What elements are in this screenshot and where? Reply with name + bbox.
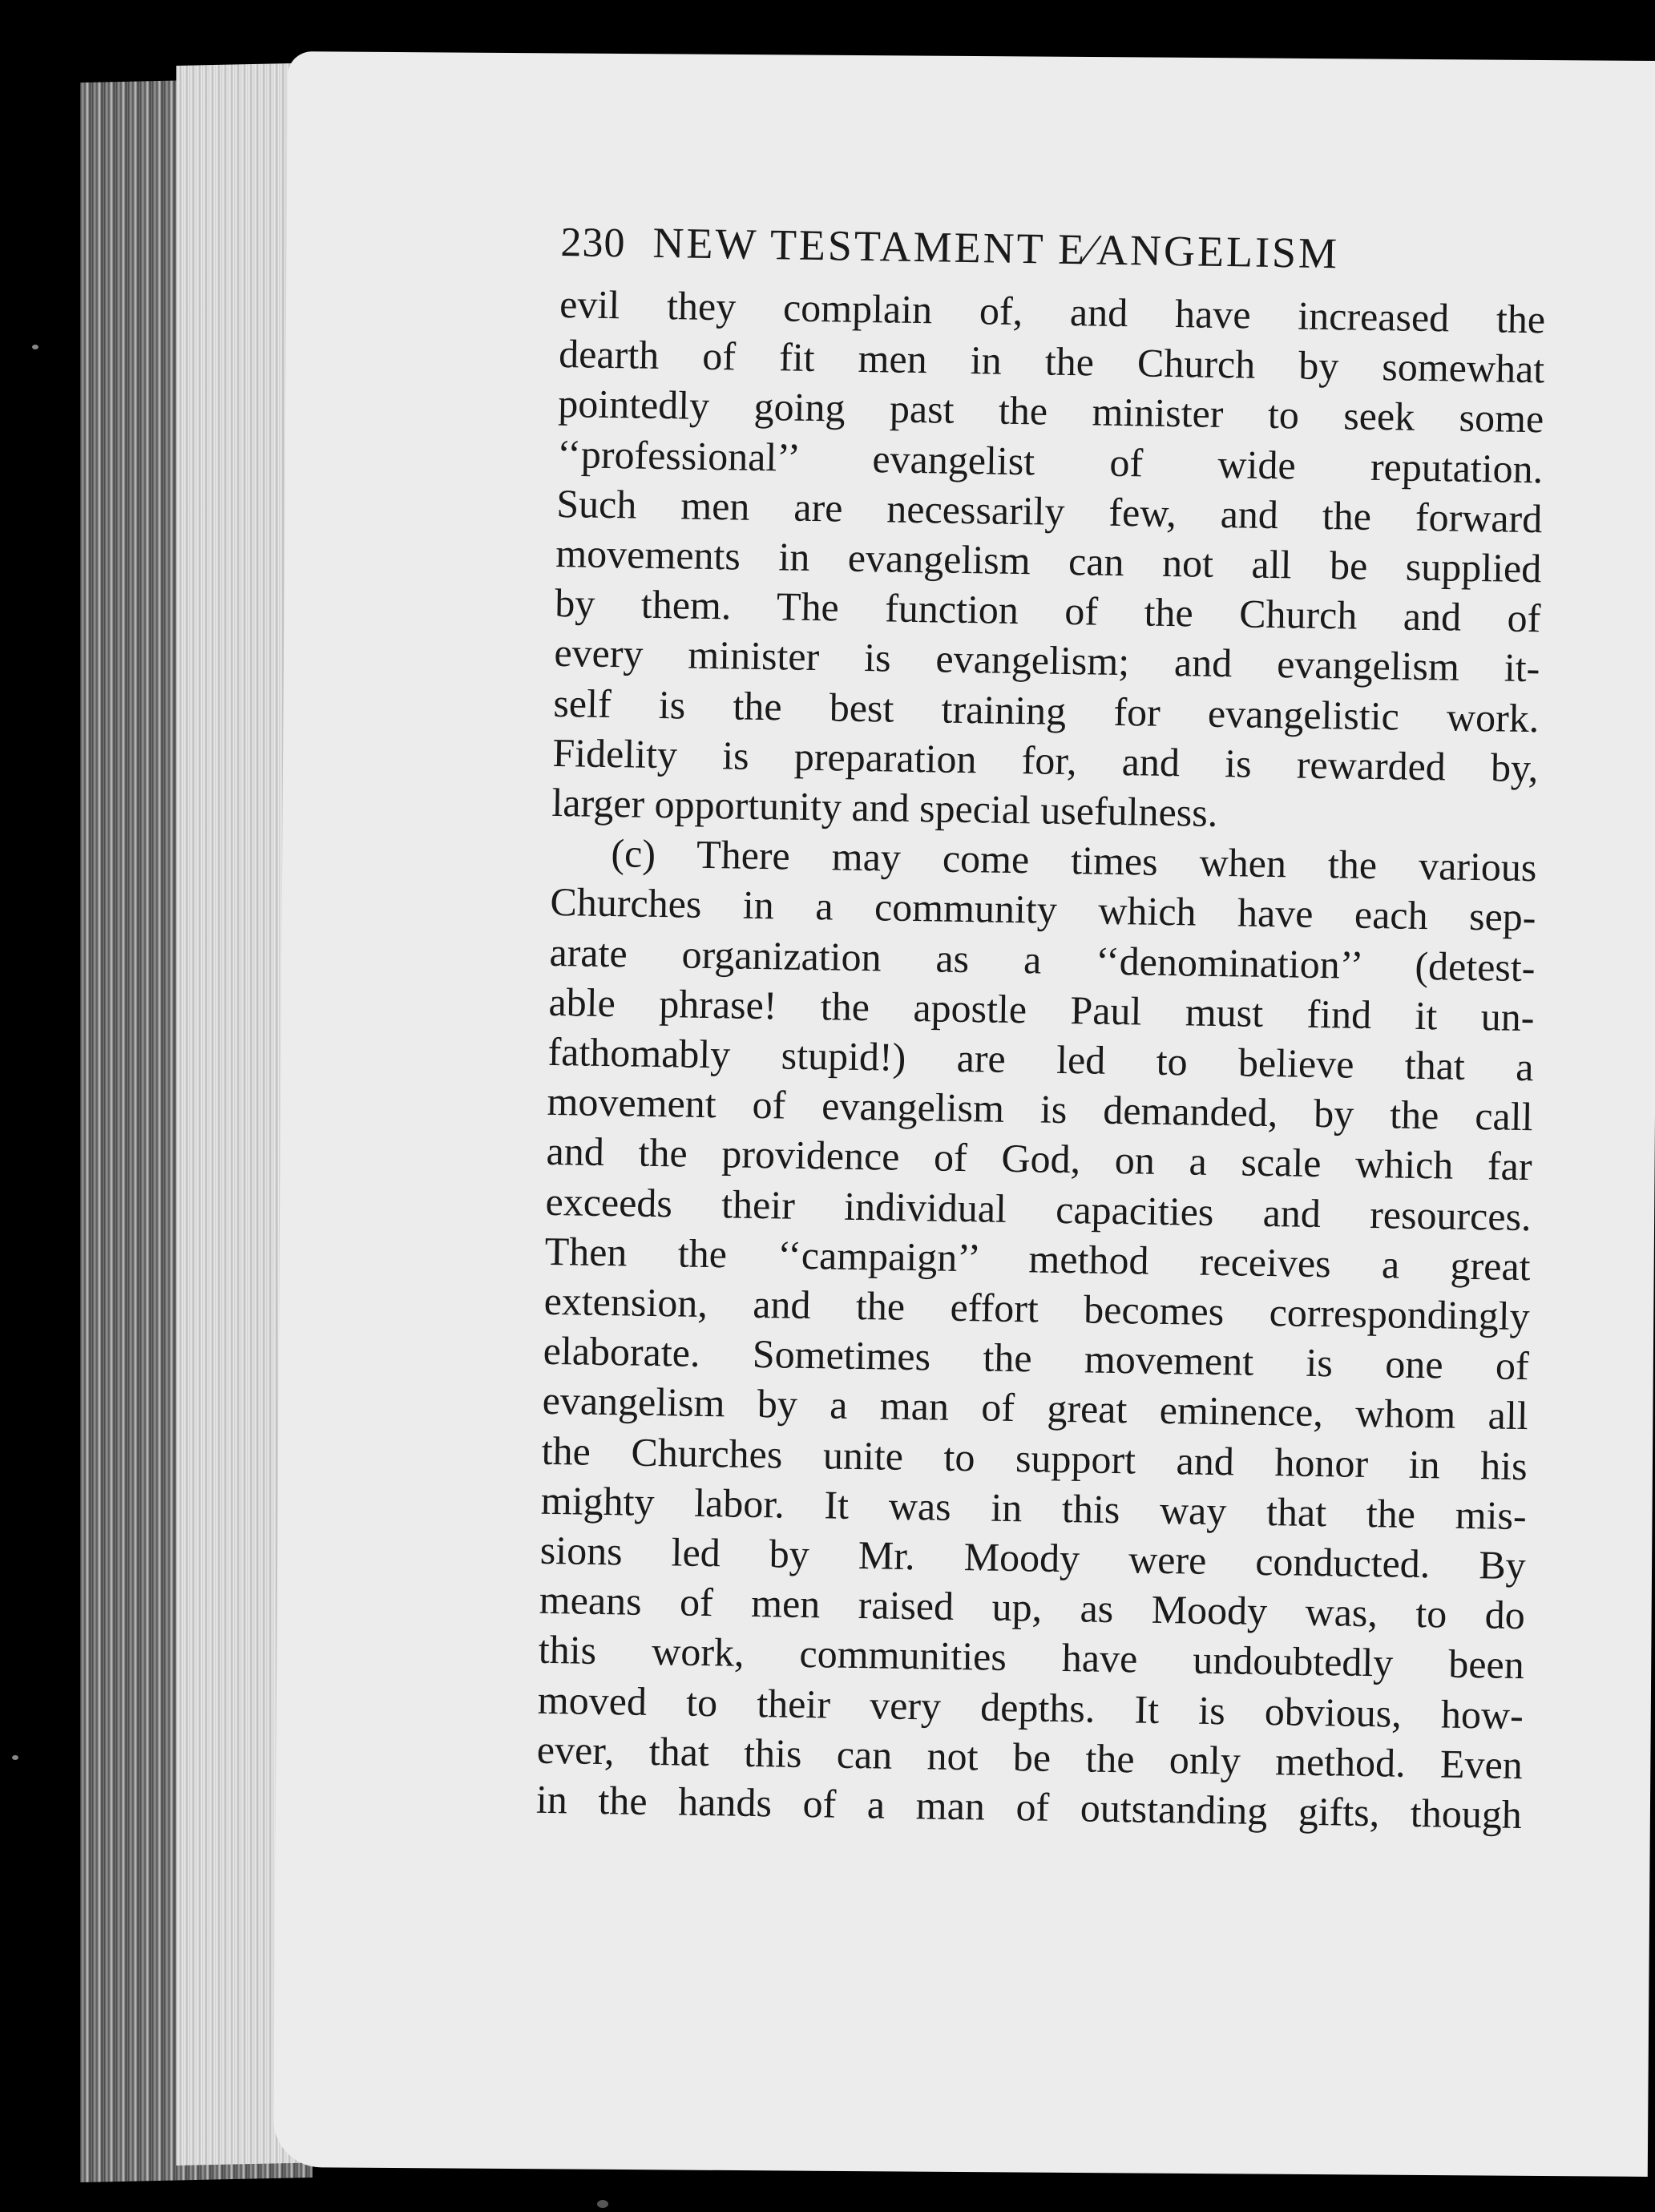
text-line: in the hands of a man of outstanding gifts, though [535,1776,1523,1838]
text-line: exceeds their individual capacities and resources. [545,1178,1532,1239]
text-line: elaborate. Sometimes the movement is one of [543,1328,1530,1389]
text-line: dearth of fit men in the Church by somewhat [558,331,1545,392]
text-line: (c) There may come times when the various [611,830,1537,890]
text-line: Such men are necessarily few, and the forward [555,480,1543,542]
text-line: means of men raised up, as Moody was, to do [539,1577,1526,1638]
text-line: every minister is evangelism; and evangelism it- [554,630,1540,691]
text-line: Fidelity is preparation for, and is rewarded by, [552,729,1539,791]
text-line: arate organization as a ‘‘denomination’’ (detest- [549,929,1536,990]
dust-speck [12,1755,18,1760]
text-line: extension, and the effort becomes correspondingly [543,1278,1531,1339]
text-line: Churches in a community which have each sep- [550,879,1536,940]
text-line: moved to their very depths. It is obvious, how- [537,1677,1524,1738]
text-line: by them. The function of the Church and of [554,580,1541,641]
text-line: larger opportunity and special usefulness. [551,779,1218,835]
text-line: ever, that this can not be the only method. Even [536,1726,1524,1787]
text-line: movements in evangelism can not all be supplied [555,530,1542,591]
text-line: evangelism by a man of great eminence, whom all [542,1378,1529,1439]
text-line: fathomably stupid!) are led to believe that a [547,1028,1534,1090]
text-line: sions led by Mr. Moody were conducted. By [539,1527,1527,1588]
text-line: movement of evangelism is demanded, by the call [547,1079,1533,1140]
text-line: pointedly going past the minister to seek some [557,381,1544,442]
running-title: NEW TESTAMENT E⁄ANGELISM [652,218,1340,278]
text-line: mighty labor. It was in this way that the mis- [540,1477,1528,1538]
text-line: able phrase! the apostle Paul must find it un- [548,979,1535,1040]
page-content [535,216,1546,1839]
dust-speck [32,345,38,349]
page-number: 230 [560,219,626,267]
text-line: Then the ‘‘campaign’’ method receives a great [544,1228,1532,1290]
text-line: this work, communities have undoubtedly been [538,1627,1525,1688]
text-line: the Churches unite to support and honor in his [541,1427,1528,1488]
dust-speck [597,2200,608,2208]
text-line: and the providence of God, on a scale which far [546,1128,1532,1189]
body-text [535,279,1545,1839]
text-line: ‘‘professional’’ evangelist of wide reputation. [556,430,1544,491]
text-line: evil they complain of, and have increased the [559,281,1546,342]
text-line: self is the best training for evangelistic work. [553,680,1540,741]
